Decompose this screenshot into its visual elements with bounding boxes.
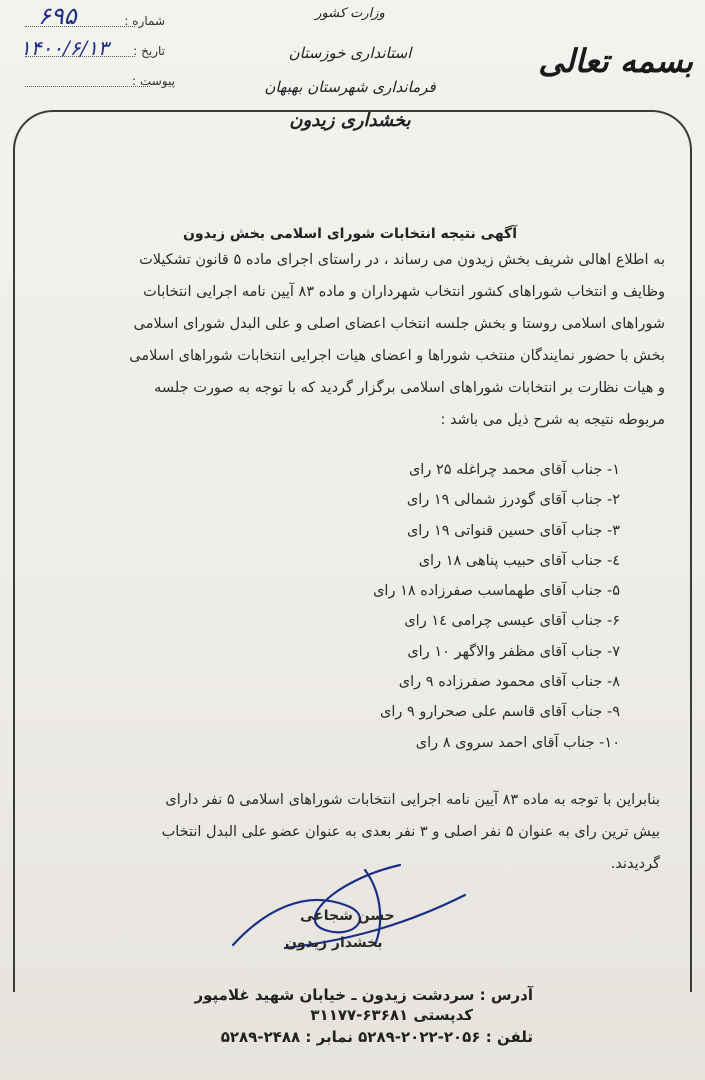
result-item: ۳- جناب آقای حسین قنواتی ۱۹ رای <box>406 522 620 539</box>
province-name: استانداری خوزستان <box>288 44 412 62</box>
signatory-title: بخشدار زیدون <box>285 935 383 951</box>
basmala-calligraphy: بسمه تعالی <box>538 42 693 80</box>
announcement-body <box>40 244 665 436</box>
body-line: و هیات نظارت بر انتخابات شوراهای اسلامی برگزار گردید که با توجه به صورت جلسه <box>154 380 665 396</box>
conclusion-line: بیش ترین رای به عنوان ۵ نفر اصلی و ۳ نفر بعدی به عنوان عضو علی البدل انتخاب <box>161 824 660 840</box>
footer-phone: تلفن : ۲۰۵۶-۲۰۲۲-۵۲۸۹ نمابر : ۲۴۸۸-۵۲۸۹ <box>220 1028 533 1046</box>
result-item: ۲- جناب آقای گودرز شمالی ۱۹ رای <box>406 492 620 509</box>
result-item: ۱۰- جناب آقای احمد سروی ۸ رای <box>415 734 620 751</box>
footer-address: آدرس : سردشت زیدون ـ خیابان شهید غلامپور <box>194 986 533 1004</box>
date-label: تاریخ : <box>133 44 165 58</box>
body-line: وظایف و انتخاب شوراهای کشور انتخاب شهرداران و ماده ۸۳ آیین نامه اجرایی انتخابات <box>143 284 665 300</box>
conclusion-line: گردیدند. <box>610 856 660 872</box>
result-item: ۶- جناب آقای عیسی چرامی ۱٤ رای <box>404 613 620 630</box>
signatory-name: حسن شجاعی <box>300 908 395 924</box>
attachment-label: پیوست : <box>132 74 175 88</box>
announcement-title: آگهی نتیجه انتخابات شورای اسلامی بخش زیدون <box>182 226 517 242</box>
body-line: مربوطه نتیجه به شرح ذیل می باشد : <box>440 412 665 428</box>
results-list <box>200 455 620 758</box>
number-value: ۶۹۵ <box>38 2 77 30</box>
result-item: ٤- جناب آقای حبیب پناهی ۱۸ رای <box>418 552 620 569</box>
ministry-name: وزارت کشور <box>315 6 385 21</box>
district-name: بخشداری زیدون <box>289 110 411 131</box>
body-line: شوراهای اسلامی روستا و بخش جلسه انتخاب اعضای اصلی و علی البدل شورای اسلامی <box>133 316 665 332</box>
footer-postal-code: کدپستی ۶۳۶۸۱-۳۱۱۷۷ <box>310 1006 473 1024</box>
body-line: به اطلاع اهالی شریف بخش زیدون می رساند ، در راستای اجرای ماده ۵ قانون تشکیلات <box>139 252 665 268</box>
attachment-field <box>25 74 175 94</box>
conclusion-line: بنابراین با توجه به ماده ۸۳ آیین نامه اجرایی انتخابات شوراهای اسلامی ۵ نفر دارای <box>165 792 660 808</box>
result-item: ۱- جناب آقای محمد چراغله ۲۵ رای <box>408 462 620 478</box>
body-line: بخش با حضور نمایندگان منتخب شوراها و اعضای هیات اجرایی انتخابات شوراهای اسلامی <box>129 348 665 364</box>
county-name: فرمانداری شهرستان بهبهان <box>264 78 436 96</box>
result-item: ۹- جناب آقای قاسم علی صحرارو ۹ رای <box>379 704 620 721</box>
result-item: ۵- جناب آقای طهماسب صفرزاده ۱۸ رای <box>373 583 620 600</box>
result-item: ۷- جناب آقای مظفر والاگهر ۱۰ رای <box>407 643 620 660</box>
result-item: ۸- جناب آقای محمود صفرزاده ۹ رای <box>398 674 620 691</box>
date-value: ۱۴۰۰/۶/۱۳ <box>20 36 109 60</box>
number-label: شماره : <box>124 14 165 28</box>
